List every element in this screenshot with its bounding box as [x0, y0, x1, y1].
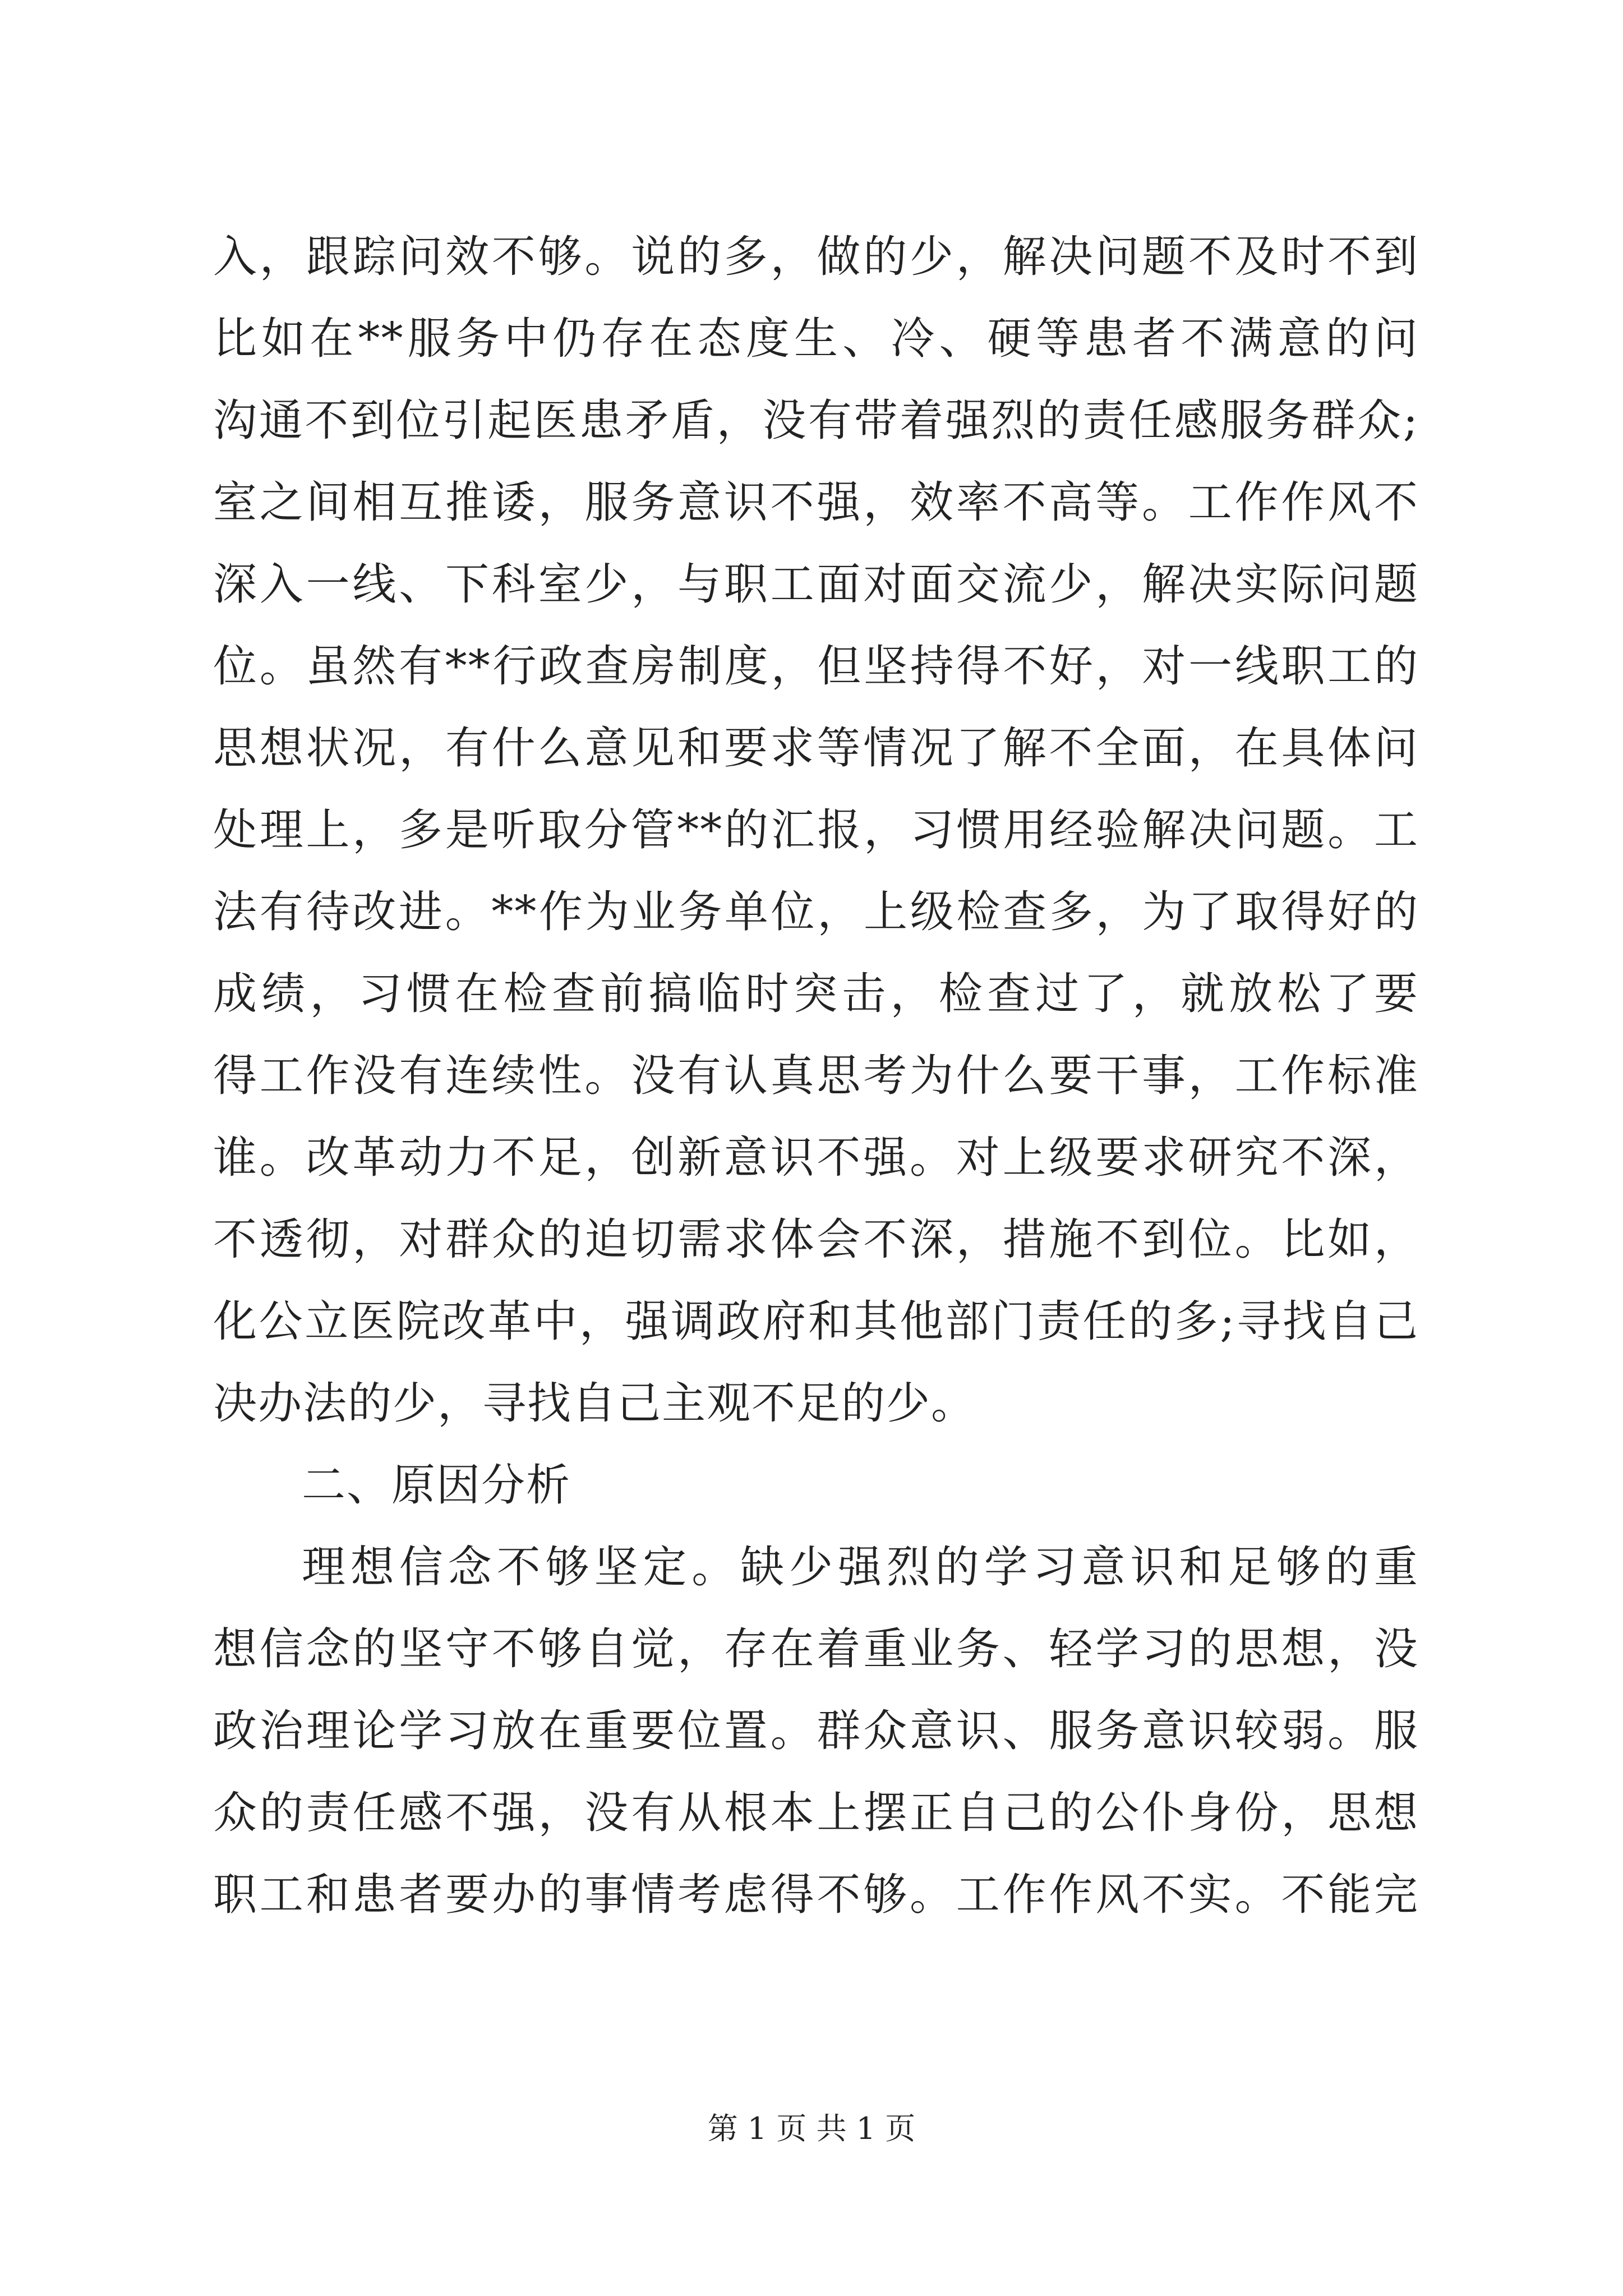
text-line: 得工作没有连续性。没有认真思考为什么要干事，工作标准 [213, 1051, 1419, 1101]
text-line: 谁。改革动力不足，创新意识不强。对上级要求研究不深， [213, 1133, 1419, 1183]
page-number: 第 1 页 共 1 页 [707, 2111, 916, 2146]
document-body [213, 216, 1419, 1936]
text-line: 法有待改进。**作为业务单位，上级检查多，为了取得好的 [213, 887, 1419, 937]
text-line: 成绩，习惯在检查前搞临时突击，检查过了，就放松了要 [213, 969, 1419, 1019]
text-line: 思想状况，有什么意见和要求等情况了解不全面，在具体问 [213, 723, 1419, 774]
text-line: 政治理论学习放在重要位置。群众意识、服务意识较弱。服 [213, 1706, 1419, 1756]
page-footer [0, 2106, 1623, 2151]
text-line: 深入一线、下科室少，与职工面对面交流少，解决实际问题 [213, 559, 1419, 610]
text-line: 比如在**服务中仍存在态度生、冷、硬等患者不满意的问 [213, 314, 1419, 364]
text-line: 沟通不到位引起医患矛盾，没有带着强烈的责任感服务群众; [213, 395, 1419, 446]
text-line: 化公立医院改革中，强调政府和其他部门责任的多;寻找自己 [213, 1296, 1419, 1347]
text-line: 职工和患者要办的事情考虑得不够。工作作风不实。不能完 [213, 1870, 1419, 1920]
text-line: 想信念的坚守不够自觉，存在着重业务、轻学习的思想，没 [213, 1624, 1419, 1674]
text-line: 理想信念不够坚定。缺少强烈的学习意识和足够的重 [302, 1542, 1419, 1593]
text-line: 处理上，多是听取分管**的汇报，习惯用经验解决问题。工 [213, 805, 1419, 855]
text-line: 众的责任感不强，没有从根本上摆正自己的公仆身份，思想 [213, 1788, 1419, 1838]
text-line: 入，跟踪问效不够。说的多，做的少，解决问题不及时不到 [213, 232, 1419, 282]
text-line: 决办法的少，寻找自己主观不足的少。 [213, 1378, 976, 1429]
section-heading: 二、原因分析 [302, 1460, 571, 1511]
text-line: 室之间相互推诿，服务意识不强，效率不高等。工作作风不 [213, 477, 1419, 528]
text-line: 不透彻，对群众的迫切需求体会不深，措施不到位。比如， [213, 1214, 1419, 1265]
text-line: 位。虽然有**行政查房制度，但坚持得不好，对一线职工的 [213, 641, 1419, 692]
